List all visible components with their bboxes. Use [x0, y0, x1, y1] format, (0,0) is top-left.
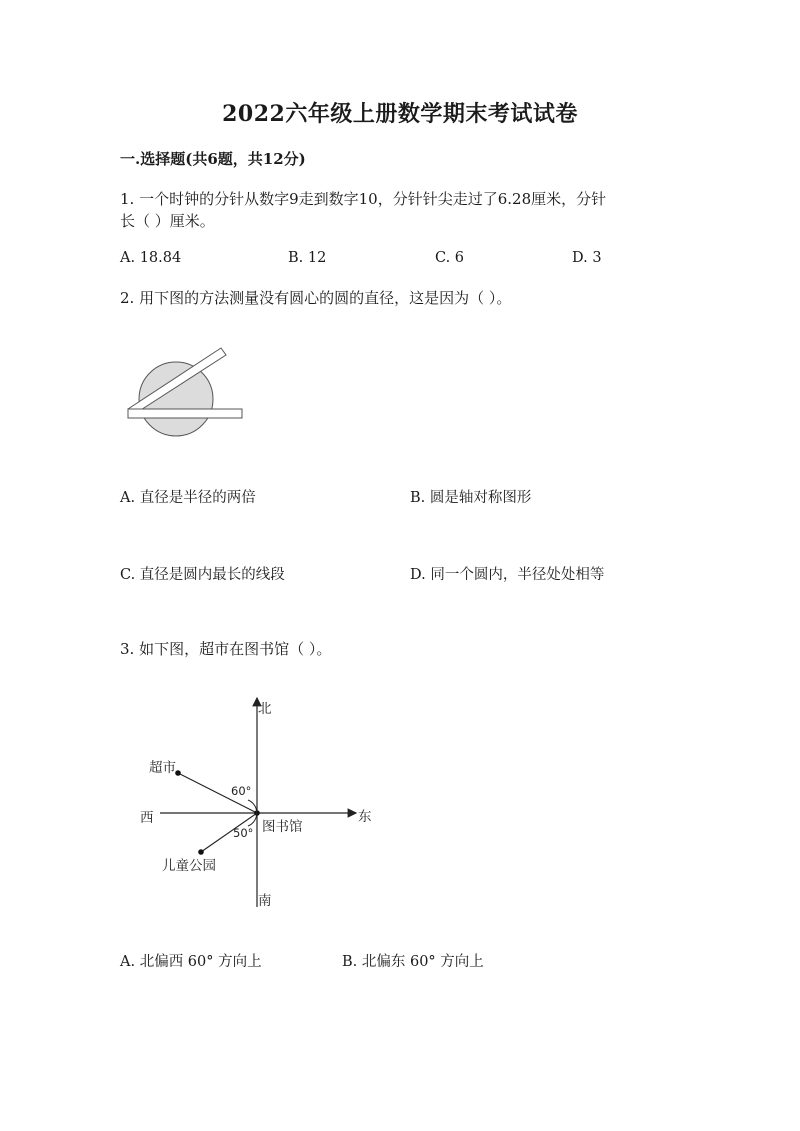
north-label: 北 — [258, 701, 272, 717]
east-label: 东 — [358, 809, 372, 825]
q1-option-a[interactable]: A. 18.84 — [120, 250, 182, 266]
circle-diameter-figure — [124, 342, 250, 438]
supermarket-point — [175, 770, 181, 776]
q1-option-b[interactable]: B. 12 — [288, 250, 327, 266]
q3-option-b[interactable]: B. 北偏东 60° 方向上 — [342, 954, 484, 970]
q1-option-c[interactable]: C. 6 — [435, 250, 465, 266]
question-1-line-2: 长（ ）厘米。 — [120, 212, 215, 230]
west-label: 西 — [140, 810, 154, 826]
question-1-line-1: 1. 一个时钟的分针从数字9走到数字10，分针针尖走过了6.28厘米，分针 — [120, 190, 607, 208]
question-2-text: 2. 用下图的方法测量没有圆心的圆的直径，这是因为（ ）。 — [120, 289, 512, 307]
horizontal-ruler — [128, 409, 242, 418]
section-heading: 一.选择题(共6题，共12分) — [120, 150, 306, 168]
q2-option-d[interactable]: D. 同一个圆内，半径处处相等 — [410, 567, 605, 583]
q2-option-b[interactable]: B. 圆是轴对称图形 — [410, 490, 532, 506]
library-label: 图书馆 — [262, 819, 303, 835]
q2-option-a[interactable]: A. 直径是半径的两倍 — [120, 490, 256, 506]
q1-option-d[interactable]: D. 3 — [572, 250, 602, 266]
angle-50-label: 50° — [233, 826, 254, 840]
angle-60-label: 60° — [231, 784, 252, 798]
q3-option-a[interactable]: A. 北偏西 60° 方向上 — [120, 954, 262, 970]
supermarket-label: 超市 — [149, 760, 176, 776]
question-3-text: 3. 如下图，超市在图书馆（ ）。 — [120, 640, 332, 658]
page-title: 2022六年级上册数学期末考试试卷 — [222, 101, 578, 127]
park-label: 儿童公园 — [162, 858, 216, 874]
direction-map-figure — [130, 690, 390, 915]
q2-option-c[interactable]: C. 直径是圆内最长的线段 — [120, 567, 285, 583]
south-label: 南 — [258, 893, 272, 909]
